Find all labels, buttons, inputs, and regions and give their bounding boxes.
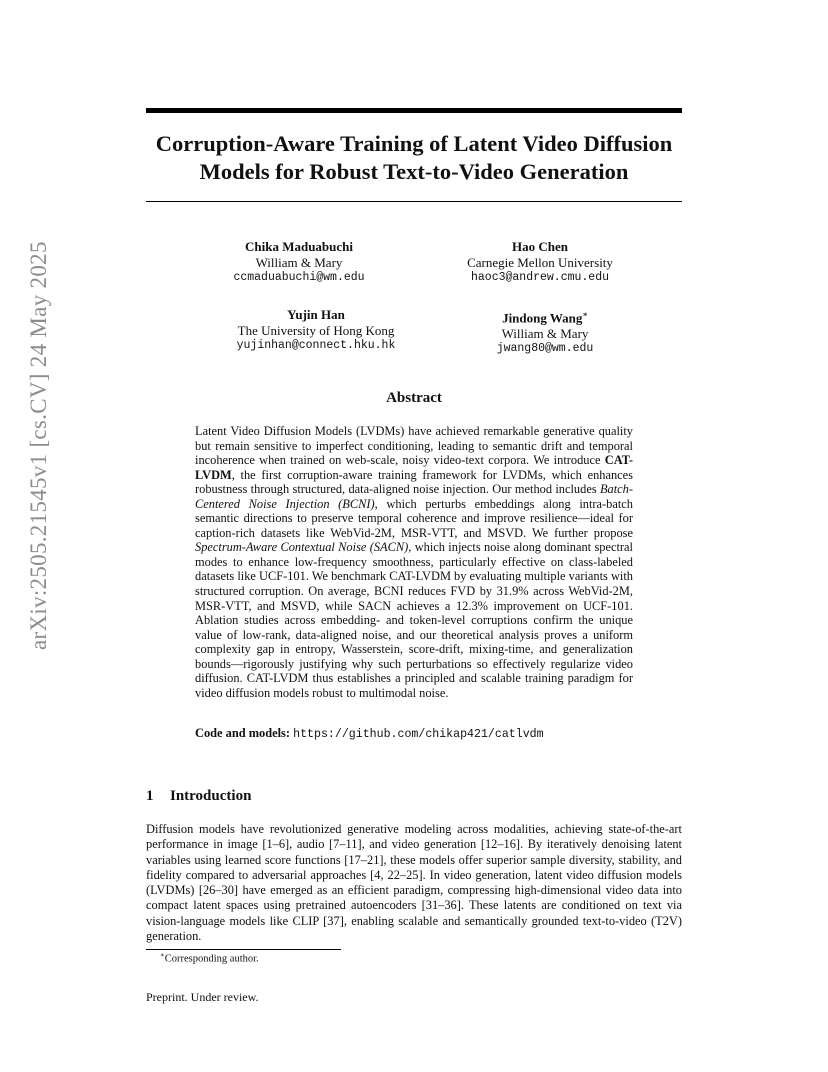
section-title: Introduction — [170, 788, 252, 804]
paper-title — [146, 130, 682, 186]
section-heading — [146, 788, 251, 805]
title-line-1: Corruption-Aware Training of Latent Video Diffusion — [155, 131, 673, 156]
title-bottom-rule — [146, 201, 682, 202]
arxiv-side-label: arXiv:2505.21545v1 [cs.CV] 24 May 2025 — [26, 241, 51, 650]
author-affiliation: William & Mary — [501, 325, 589, 341]
author-email: jwang80@wm.edu — [496, 342, 594, 356]
author-affiliation: William & Mary — [255, 254, 343, 270]
author-affiliation: Carnegie Mellon University — [467, 254, 613, 270]
author-affiliation: The University of Hong Kong — [237, 322, 395, 338]
footnote: ∗Corresponding author. — [160, 951, 259, 965]
author-email: yujinhan@connect.hku.hk — [236, 339, 396, 352]
section-number: 1 — [146, 788, 154, 804]
author-block — [184, 239, 414, 286]
author-name: Yujin Han — [287, 307, 345, 322]
author-block — [201, 307, 431, 354]
author-email: ccmaduabuchi@wm.edu — [233, 271, 365, 284]
bcni-term: Batch-Centered Noise Injection (BCNI) — [195, 482, 633, 511]
author-name: Chika Maduabuchi — [244, 239, 353, 254]
title-top-rule — [146, 108, 682, 113]
author-email: haoc3@andrew.cmu.edu — [470, 271, 610, 284]
code-label: Code and models: — [195, 726, 291, 740]
code-availability — [195, 726, 633, 741]
method-name: CAT-LVDM — [195, 453, 633, 482]
intro-paragraph: Diffusion models have revolutionized generative modeling across modalities, achieving state-of-the-art performance in image [1–6], audio [7–11], and video generation [12–16]. By iteratively denoising latent variables using learned score functions [17–21], these models offer superior sample diversity, stability, and fidelity compared to adversarial approaches [4, 22–25]. In video generation, latent video diffusion models (LVDMs) [26–30] have emerged as an efficient paradigm, compressing high-dimensional video data into compact latent spaces using pretrained autoencoders [31–36]. These latents are conditioned on text via vision-language models like CLIP [37], enabling scalable and semantically grounded text-to-video (T2V) generation. — [146, 822, 682, 944]
preprint-note: Preprint. Under review. — [146, 990, 259, 1004]
abstract-text: Latent Video Diffusion Models (LVDMs) have achieved remarkable generative quality but remain sensitive to imperfect conditioning, leading to semantic drift and temporal incoherence when trained on web-scale, noisy video-text corpora. We introduce CAT-LVDM, the first corruption-aware training framework for LVDMs, which enhances robustness through structured, data-aligned noise injection. Our method includes Batch-Centered Noise Injection (BCNI), which perturbs embeddings along intra-batch semantic directions to preserve temporal coherence and improve resilience—ideal for caption-rich datasets like WebVid-2M, MSR-VTT, and MSVD. We further propose Spectrum-Aware Contextual Noise (SACN), which injects noise along dominant spectral modes to enhance low-frequency smoothness, particularly effective on class-labeled datasets like UCF-101. We benchmark CAT-LVDM by evaluating multiple variants with structured corruption. On average, BCNI reduces FVD by 31.9% across WebVid-2M, MSR-VTT, and MSVD, while SACN achieves a 12.3% improvement on UCF-101. Ablation studies across embedding- and token-level corruptions confirm the unique value of low-rank, data-aligned noise, and our theoretical analysis proves a uniform complexity gap in entropy, Wasserstein, score-drift, mixing-time, and generalization bounds—rigorously justifying why such perturbations so effectively regularize video diffusion. CAT-LVDM thus establishes a principled and scalable training paradigm for video diffusion models robust to multimodal noise. — [195, 424, 634, 700]
footnote-mark: ∗ — [160, 951, 165, 959]
author-name: Jindong Wang∗ — [502, 310, 588, 326]
author-block — [430, 307, 660, 357]
sacn-term: Spectrum-Aware Contextual Noise (SACN) — [195, 540, 409, 555]
corresponding-mark: ∗ — [582, 310, 588, 319]
author-block — [425, 239, 655, 286]
abstract-heading: Abstract — [386, 390, 442, 406]
title-line-2: Models for Robust Text-to-Video Generation — [199, 159, 629, 184]
code-link[interactable]: https://github.com/chikap421/catlvdm — [293, 728, 544, 741]
footnote-rule — [146, 949, 341, 950]
author-name: Hao Chen — [512, 239, 568, 254]
